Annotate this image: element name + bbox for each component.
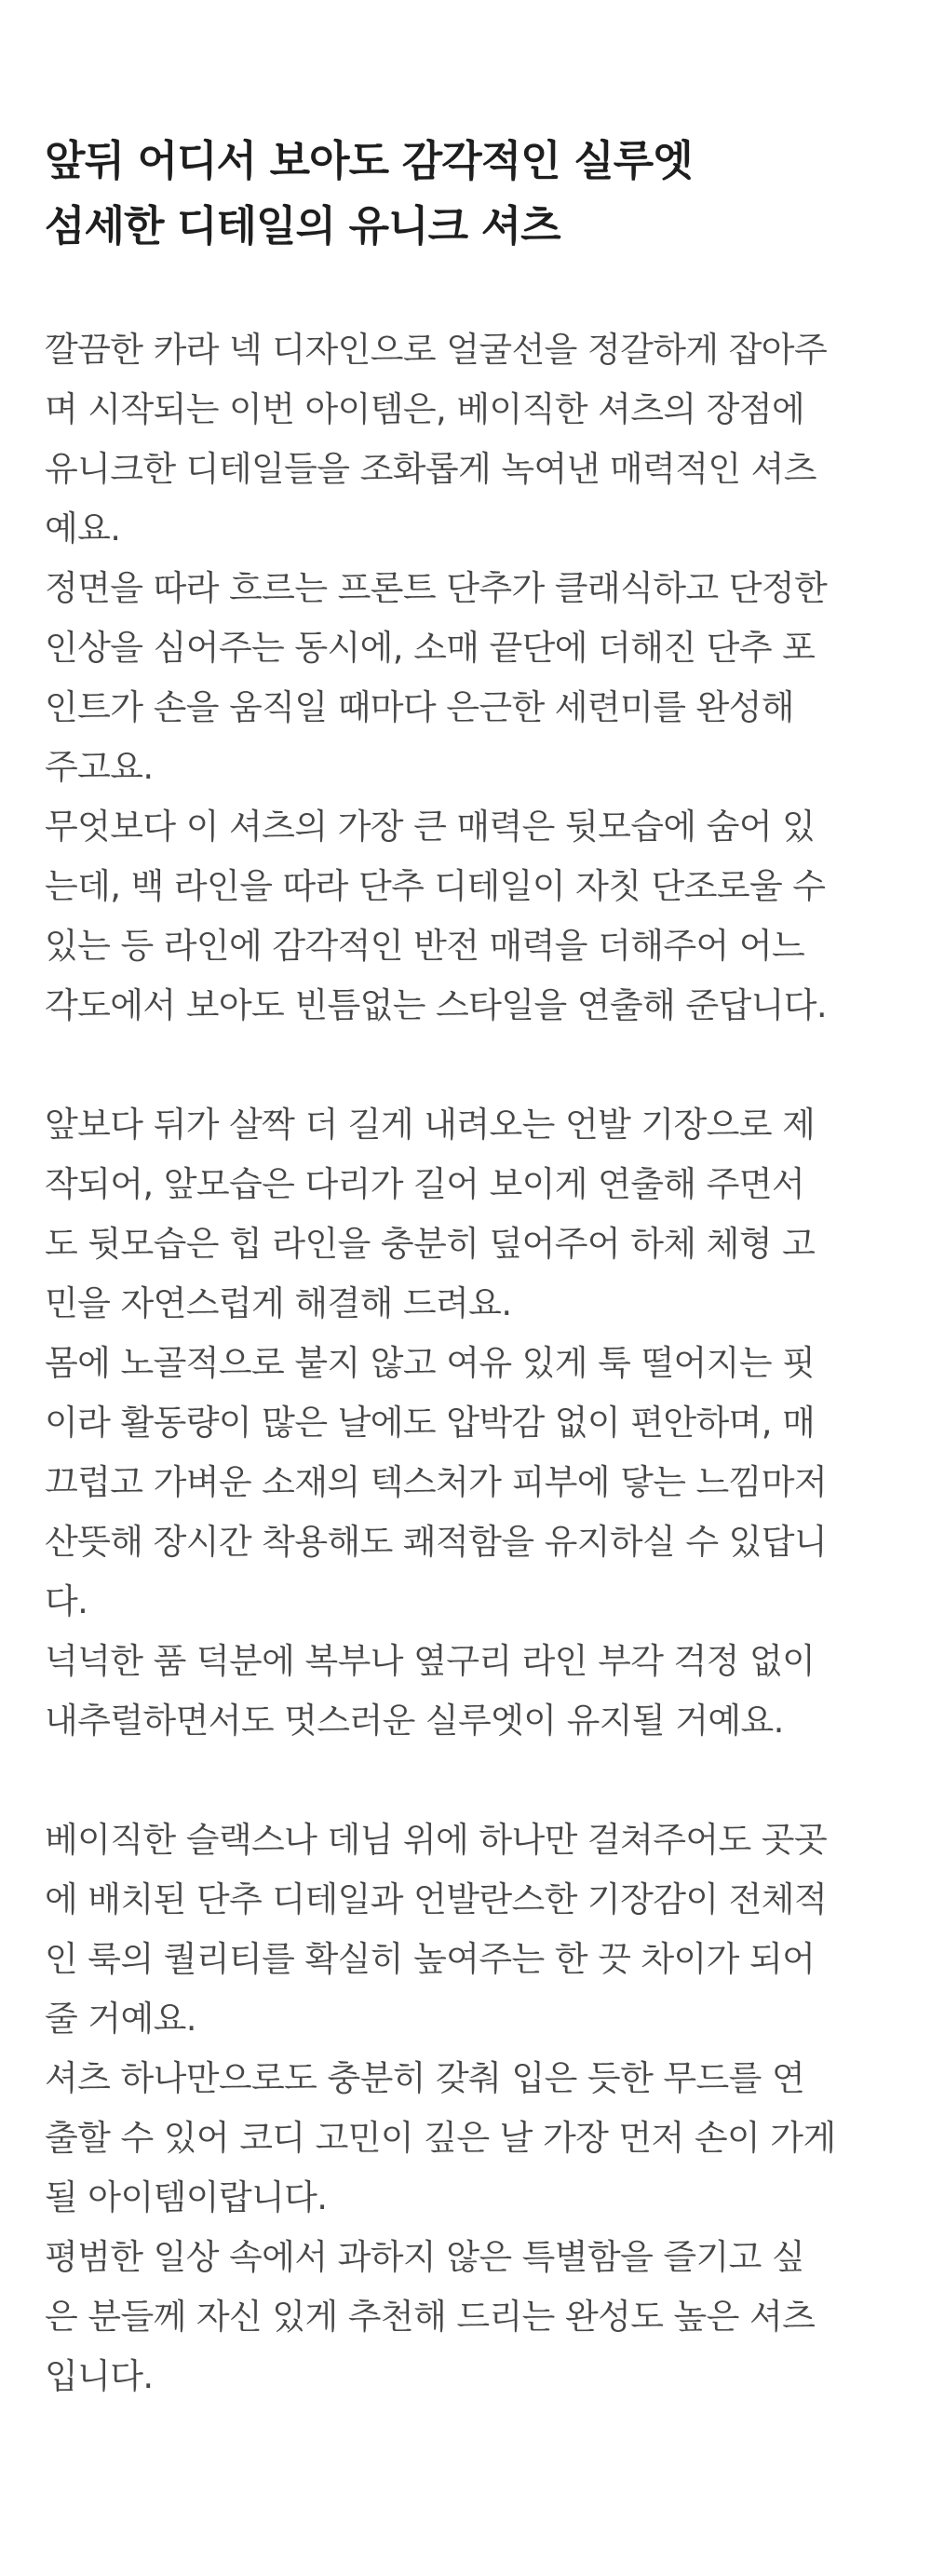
text-line: 무엇보다 이 셔츠의 가장 큰 매력은 뒷모습에 숨어 있: [45, 807, 816, 847]
description-paragraph: [45, 797, 901, 1036]
text-line: 유니크한 디테일들을 조화롭게 녹여낸 매력적인 셔츠: [45, 449, 816, 489]
text-line: 셔츠 하나만으로도 충분히 갖춰 입은 듯한 무드를 연: [45, 2058, 805, 2098]
text-line: 내추럴하면서도 멋스러운 실루엣이 유지될 거예요.: [45, 1701, 784, 1741]
text-line: 에 배치된 단추 디테일과 언발란스한 기장감이 전체적: [45, 1879, 828, 1919]
text-line: 예요.: [45, 508, 121, 549]
text-line: 있는 등 라인에 감각적인 반전 매력을 더해주어 어느: [45, 926, 805, 966]
text-line: 다.: [45, 1581, 88, 1621]
text-line: 이라 활동량이 많은 날에도 압박감 없이 편안하며, 매: [45, 1403, 816, 1443]
text-line: 베이직한 슬랙스나 데님 위에 하나만 걸쳐주어도 곳곳: [45, 1820, 828, 1860]
text-line: 산뜻해 장시간 착용해도 쾌적함을 유지하실 수 있답니: [45, 1522, 828, 1562]
title-line-1: 앞뒤 어디서 보아도 감각적인 실루엣: [45, 136, 693, 185]
text-line: 몸에 노골적으로 붙지 않고 여유 있게 툭 떨어지는 핏: [45, 1343, 816, 1383]
description-paragraph: [45, 320, 901, 559]
description-paragraph: [45, 1334, 901, 1632]
description-paragraph: [45, 1810, 901, 2049]
text-line: 며 시작되는 이번 아이템은, 베이직한 셔츠의 장점에: [45, 389, 805, 429]
text-line: 인상을 심어주는 동시에, 소매 끝단에 더해진 단추 포: [45, 628, 816, 668]
text-line: 평범한 일상 속에서 과하지 않은 특별함을 즐기고 싶: [45, 2237, 805, 2277]
description-paragraph: [45, 2228, 901, 2407]
text-line: 인 룩의 퀄리티를 확실히 높여주는 한 끗 차이가 되어: [45, 1939, 816, 1979]
text-line: 각도에서 보아도 빈틈없는 스타일을 연출해 준답니다.: [45, 985, 828, 1025]
text-line: 는데, 백 라인을 따라 단추 디테일이 자칫 단조로울 수: [45, 866, 826, 906]
description-section: [45, 1810, 901, 2407]
text-line: 인트가 손을 움직일 때마다 은근한 세련미를 완성해: [45, 687, 794, 727]
text-line: 줄 거예요.: [45, 1999, 196, 2039]
description-section: [45, 320, 901, 1036]
text-line: 될 아이템이랍니다.: [45, 2177, 328, 2217]
description-paragraph: [45, 2049, 901, 2228]
description-paragraph: [45, 1095, 901, 1334]
text-line: 넉넉한 품 덕분에 복부나 옆구리 라인 부각 걱정 없이: [45, 1641, 816, 1681]
text-line: 끄럽고 가벼운 소재의 텍스처가 피부에 닿는 느낌마저: [45, 1462, 828, 1502]
text-line: 민을 자연스럽게 해결해 드려요.: [45, 1283, 512, 1323]
text-line: 정면을 따라 흐르는 프론트 단추가 클래식하고 단정한: [45, 568, 828, 608]
text-line: 주고요.: [45, 747, 154, 787]
text-line: 작되어, 앞모습은 다리가 길어 보이게 연출해 주면서: [45, 1164, 805, 1204]
description-section: [45, 1095, 901, 1751]
text-line: 도 뒷모습은 힙 라인을 충분히 덮어주어 하체 체형 고: [45, 1224, 816, 1264]
page-title: [45, 129, 901, 259]
description-paragraph: [45, 559, 901, 797]
description-body: [45, 320, 901, 2407]
text-line: 앞보다 뒤가 살짝 더 길게 내려오는 언발 기장으로 제: [45, 1105, 816, 1145]
title-line-2: 섬세한 디테일의 유니크 셔츠: [45, 201, 560, 251]
text-line: 깔끔한 카라 넥 디자인으로 얼굴선을 정갈하게 잡아주: [45, 330, 828, 370]
text-line: 출할 수 있어 코디 고민이 깊은 날 가장 먼저 손이 가게: [45, 2118, 836, 2158]
text-line: 입니다.: [45, 2356, 154, 2396]
description-paragraph: [45, 1632, 901, 1751]
text-line: 은 분들께 자신 있게 추천해 드리는 완성도 높은 셔츠: [45, 2297, 816, 2337]
product-description: [45, 129, 901, 2407]
